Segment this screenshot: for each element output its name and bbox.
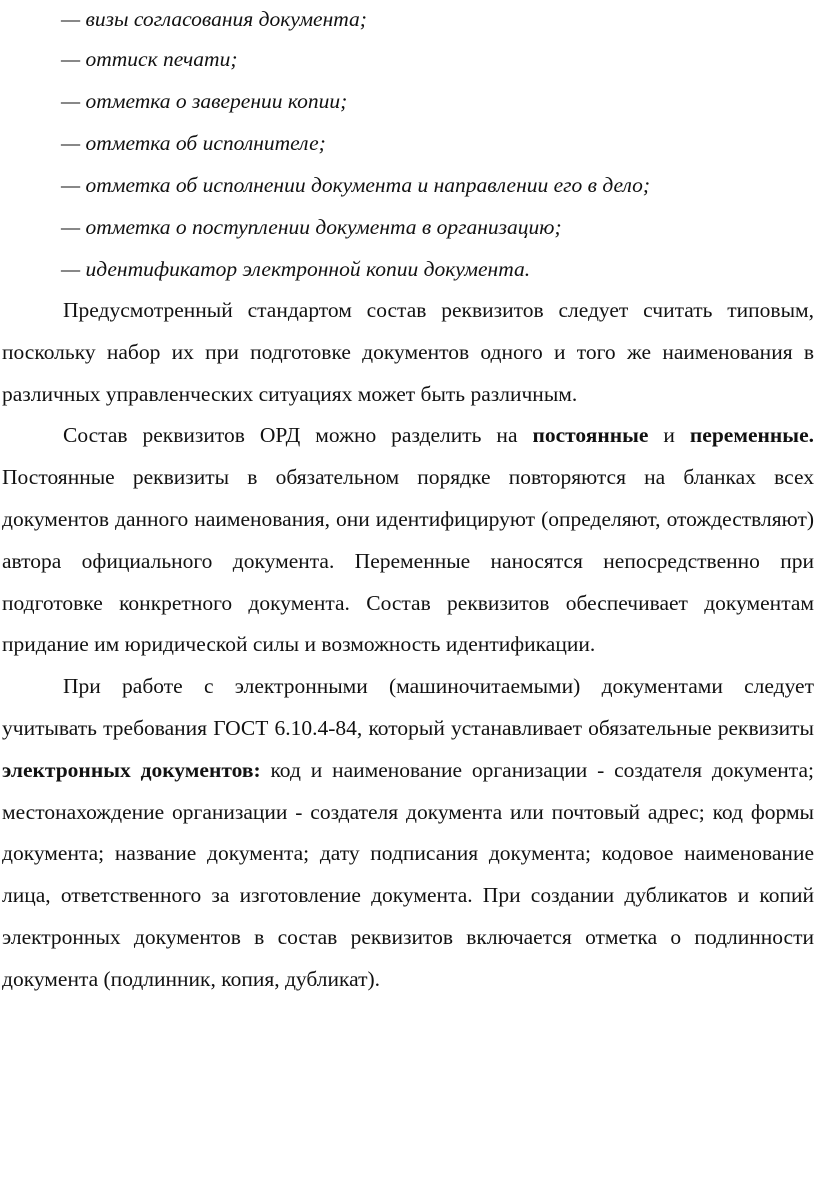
paragraph-text: При работе с электронными (машиночитаемыми) документами следует учитывать требования ГОСТ 6.10.4-84, который устанавливает обязательные реквизиты xyxy=(2,674,814,740)
paragraph-text: и xyxy=(648,423,690,448)
bold-term-constant: постоянные xyxy=(532,423,649,448)
list-item: — отметка о заверении копии; xyxy=(61,89,348,113)
list-item: — оттиск печати; xyxy=(61,47,238,71)
paragraph-text: Состав реквизитов ОРД можно разделить на xyxy=(63,423,533,448)
list-item: — отметка о поступлении документа в организацию; xyxy=(61,215,562,239)
bold-term-variable: переменные. xyxy=(689,423,814,448)
list-item: — отметка об исполнении документа и направлении его в дело; xyxy=(61,173,651,197)
paragraph-text: Постоянные реквизиты в обязательном порядке повторяются на бланках всех документов данного наименования, они идентифицируют (определяют, отождествляют) автора официального документа. Переменные наносятся непосредственно при подготовке конкретного документа. Состав реквизитов обеспечивает документам придание им юридической силы и возможность идентификации. xyxy=(2,465,814,657)
paragraph-constant-variable xyxy=(2,415,814,666)
requisites-list xyxy=(2,0,814,290)
list-item: — отметка об исполнителе; xyxy=(61,131,326,155)
paragraph-typical-set: Предусмотренный стандартом состав реквизитов следует считать типовым, поскольку набор их при подготовке документов одного и того же наименования в различных управленческих ситуациях может быть различным. xyxy=(2,298,814,406)
bold-term-electronic: электронных документов: xyxy=(2,757,261,782)
paragraph-electronic-documents xyxy=(2,666,814,1000)
list-item: — визы согласования документа; xyxy=(61,7,367,31)
paragraph-text: код и наименование организации - создателя документа; местонахождение организации - создателя документа или почтовый адрес; код формы документа; название документа; дату подписания документа; кодовое наименование лица, ответственного за изготовление документа. При создании дубликатов и копий электронных документов в состав реквизитов включается отметка о подлинности документа (подлинник, копия, дубликат). xyxy=(2,757,814,991)
list-item: — идентификатор электронной копии документа. xyxy=(61,257,531,281)
